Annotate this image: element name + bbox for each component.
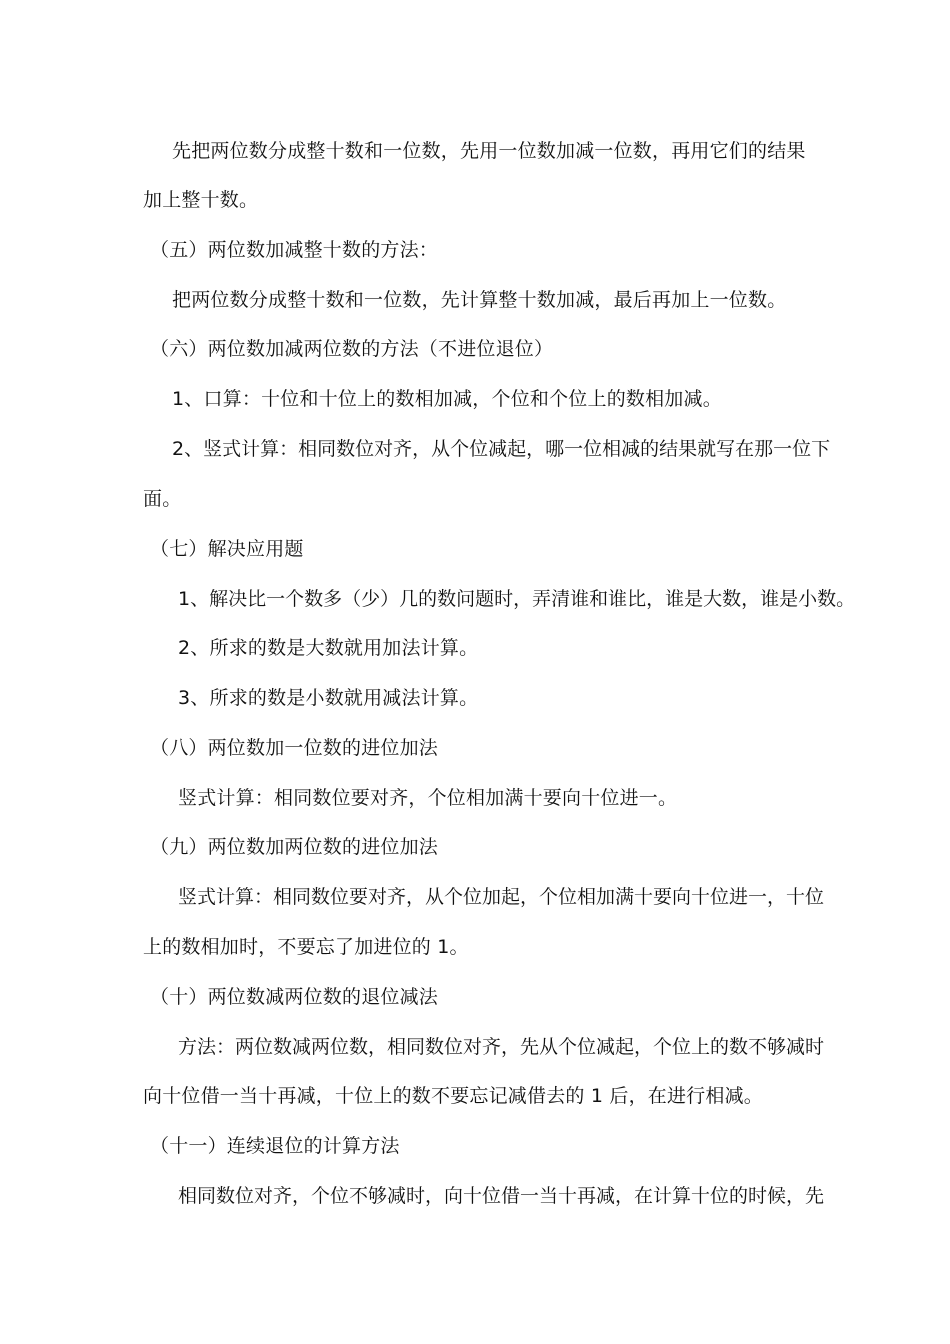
section-heading: （六）两位数加减两位数的方法（不进位退位） [150, 338, 554, 360]
paragraph-line: 上的数相加时，不要忘了加进位的 1。 [143, 936, 469, 958]
section-heading: （五）两位数加减整十数的方法： [150, 239, 439, 261]
paragraph-line: 把两位数分成整十数和一位数，先计算整十数加减，最后再加上一位数。 [172, 289, 787, 311]
paragraph-line: 面。 [143, 488, 182, 510]
list-item: 2、所求的数是大数就用加法计算。 [178, 637, 479, 659]
list-item: 1、口算：十位和十位上的数相加减，个位和个位上的数相加减。 [172, 388, 722, 410]
paragraph-line: 加上整十数。 [143, 189, 259, 211]
section-heading: （九）两位数加两位数的进位加法 [150, 836, 439, 858]
paragraph-line: 竖式计算：相同数位要对齐，个位相加满十要向十位进一。 [178, 787, 678, 809]
paragraph-line: 向十位借一当十再减，十位上的数不要忘记减借去的 1 后，在进行相减。 [143, 1085, 763, 1107]
paragraph-line: 先把两位数分成整十数和一位数，先用一位数加减一位数，再用它们的结果 [172, 140, 806, 162]
paragraph-line: 相同数位对齐，个位不够减时，向十位借一当十再减，在计算十位的时候，先 [178, 1185, 825, 1207]
section-heading: （八）两位数加一位数的进位加法 [150, 737, 439, 759]
list-item: 3、所求的数是小数就用减法计算。 [178, 687, 479, 709]
section-heading: （七）解决应用题 [150, 538, 304, 560]
paragraph-line: 竖式计算：相同数位要对齐，从个位加起，个位相加满十要向十位进一，十位 [178, 886, 825, 908]
list-item: 2、竖式计算：相同数位对齐，从个位减起，哪一位相减的结果就写在那一位下 [172, 438, 831, 460]
paragraph-line: 方法：两位数减两位数，相同数位对齐，先从个位减起，个位上的数不够减时 [178, 1036, 825, 1058]
list-item: 1、解决比一个数多（少）几的数问题时，弄清谁和谁比，谁是大数，谁是小数。 [178, 588, 856, 610]
section-heading: （十）两位数减两位数的退位减法 [150, 986, 439, 1008]
section-heading: （十一）连续退位的计算方法 [150, 1135, 400, 1157]
